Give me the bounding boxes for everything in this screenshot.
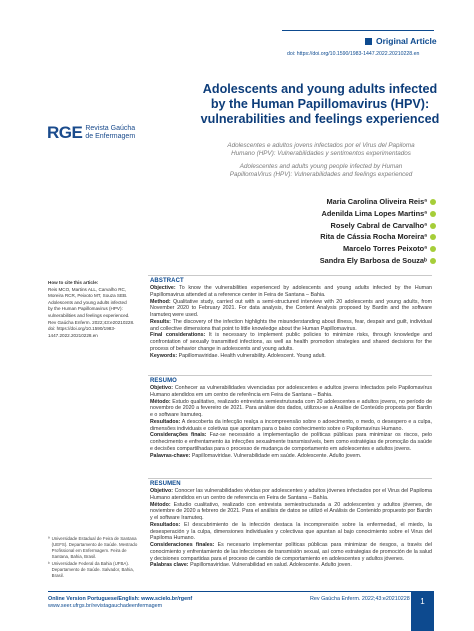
footer-online-version[interactable]: Online Version Portuguese/English: www.scielo.br/rgenf (48, 596, 193, 602)
affiliation (48, 561, 140, 579)
how-to-cite-body: Reis MCO, Martins ALL, Carvalho RC, Moreira RCR, Peixoto MT, Souza SEB. Adolescents and young adults infected by the Human Papillomavirus (HPV): vulnerabilities and feelings experienced. Rev Gaúcha Enferm. 2022;43:e20210228. doi: https://doi.org/10.1590/1983- 1447.2022.20210228.en (48, 286, 135, 338)
subtitle-es (206, 163, 436, 179)
journal-logo-mark: RGE (47, 123, 83, 142)
author-name: Rita de Cássia Rocha Moreiraª (320, 232, 427, 242)
abstract-rule (148, 275, 432, 276)
author-item (320, 208, 436, 220)
author-name: Adenilda Lima Lopes Martinsª (321, 208, 427, 218)
journal-logo-text (85, 125, 135, 141)
abstract-method: Method: Qualitative study, carried out with a semi-structured interview with 20 adolescents and young adults, from November 2020 to February 2021. For data analysis, the Content Analysis proposed by Bardin and the software Iramuteq were used. (150, 298, 432, 318)
resumen-method: Método: Estudio cualitativo, realizado con entrevista semiestructurada a 20 adolescentes y adultos jóvenes, de noviembre de 2020 a febrero de 2021. Para el análisis de datos se utilizó el Análisis de Contenido propuesto por Bardin y el software Iramuteq. (150, 501, 432, 521)
resumen-keywords: Palabras clave: Papillomaviridae. Vulnerabilidad en salud. Adolescente. Adulto joven. (150, 562, 352, 569)
abstract-heading: ABSTRACT (150, 278, 184, 284)
footer-links (48, 596, 192, 610)
article-type-label: Original Article (376, 36, 437, 46)
affiliation (48, 536, 140, 560)
resumen-final: Consideraciones finales: Es necesario implementar políticas públicas para minimizar de riesgos, a través del conocimiento y enfrentamiento de las infecciones de transmisión sexual, así como estrategias de promoción de la salud y decisiones compartidas para el proceso de cambio de comportamiento en adolescentes y adultos jóvenes. (150, 542, 433, 562)
resumo-final: Considerações finais: Faz-se necessário a implementação de políticas públicas para minimizar os riscos, pelo conhecimento e enfrentamento às infecções sexualmente transmissíveis, bem como estratégias de promoção da saúde e decisões compartilhadas para o processo de mudança de comportamento em adolescentes e adultos jovens. (150, 432, 432, 452)
resumo-keywords: Palavras-chave: Papillomaviridae. Vulnerabilidade em saúde. Adolescente. Adulto jovem. (150, 452, 362, 459)
footer-seer-link[interactable]: www.seer.ufrgs.br/revistagauchadeenfermagem (48, 603, 163, 609)
journal-logo-line1: Revista Gaúcha (85, 125, 136, 132)
abstract-body (150, 285, 432, 359)
orcid-icon[interactable] (430, 258, 436, 264)
author-name: Marcelo Torres Peixotoª (343, 244, 427, 254)
footer-journal-citation: Rev Gaúcha Enferm. 2022;43:e20210228 (310, 596, 410, 602)
subtitle-line: Humano (HPV): Vulnerabilidades y sentimentos experimentados (231, 150, 411, 157)
how-to-cite-heading: How to cite this article: (48, 280, 99, 285)
author-item (320, 220, 436, 232)
page-number: 1 (411, 591, 434, 631)
doi-link[interactable]: doi: https://doi.org/10.1590/1983-1447.2022.20210228.en (287, 51, 420, 57)
subtitle-line: Adolescentes and adults young people infected by Human (239, 163, 403, 170)
resumo-results: Resultados: A descoberta da infecção realça a incompreensão sobre o adoecimento, o medo, o desespero e a culpa, dimensões individuais e coletivas que apontam para o baixo conhecimento sobre o Papilomavírus Humano. (150, 418, 432, 432)
resumen-body (150, 488, 432, 569)
orcid-icon[interactable] (430, 246, 436, 252)
how-to-cite (48, 280, 136, 339)
affiliation-mark: ᵇ (48, 561, 50, 566)
orcid-icon[interactable] (430, 223, 436, 229)
author-item (320, 255, 436, 267)
resumo-rule (148, 375, 432, 376)
abstract-keywords: Keywords: Papillomaviridae. Health vulnerability. Adolescent. Young adult. (150, 352, 326, 359)
resumo-heading: RESUMO (150, 378, 177, 384)
header-rule (282, 30, 434, 31)
subtitle-line: Adolescentes e adultos jovens infectados por el Virus del Papiloma (227, 142, 415, 149)
author-item (320, 243, 436, 255)
subtitle-pt (206, 142, 436, 158)
resumo-body (150, 385, 432, 459)
author-item (320, 196, 436, 208)
resumen-heading: RESUMEN (150, 481, 181, 487)
article-title (200, 82, 440, 127)
resumen-rule (148, 478, 432, 479)
affiliation-text: Universidade Estadual de Feira de Santana (UEFS). Departamento de Saúde. Mestrado Profissional em Enfermagem. Feira de Santana, Bahia, Brasil. (51, 536, 138, 560)
orcid-icon[interactable] (430, 211, 436, 217)
resumen-objective: Objetivo: Conocer las vulnerabilidades vividas por adolescentes y adultos jóvenes infectados por el Virus del Papiloma Humano atendidos en un centro de referencia en Feira de Santana – Bahía. (150, 488, 432, 501)
footer-rule (48, 591, 431, 592)
title-line: by the Human Papillomavirus (HPV): (210, 97, 430, 111)
author-name: Rosely Cabral de Carvalhoª (330, 220, 427, 230)
author-list (320, 196, 436, 267)
article-type (365, 36, 437, 46)
orcid-icon[interactable] (430, 234, 436, 240)
article-type-square-icon (365, 38, 372, 45)
orcid-icon[interactable] (430, 199, 436, 205)
author-item (320, 231, 436, 243)
journal-logo (47, 123, 135, 143)
affiliation-mark: ª (48, 536, 50, 541)
author-name: Maria Carolina Oliveira Reisª (326, 197, 427, 206)
resumo-method: Método: Estudo qualitativo, realizado entrevista semiestruturada com 20 adolescentes e adultos jovens, no período de novembro de 2020 a fevereiro de 2021. Para análise dos dados, utilizou-se a Análise de Conteúdo proposta por Bardin e o software Iramuteq. (150, 398, 432, 418)
author-name: Sandra Ely Barbosa de Souzaᵇ (319, 255, 427, 265)
abstract-results: Results: The discovery of the infection highlights the misunderstanding about illness, fear, despair and guilt, individual and collective dimensions that point to little knowledge about the Human Papillomavirus. (150, 318, 432, 332)
resumen-results: Resultados: El descubrimiento de la infección destaca la incomprensión sobre la enfermedad, el miedo, la desesperación y la culpa, dimensiones individuales y colectivas que apuntan al bajo conocimiento sobre el Virus del Papiloma Humano. (150, 521, 432, 542)
affiliation-text: Universidade Federal da Bahia (UFBA). Departamento de Saúde. Salvador, Bahia, Brasil. (51, 561, 134, 579)
abstract-objective: Objective: To know the vulnerabilities experienced by adolescents and young adults infected by the Human Papillomavirus attended at a reference center in Feira de Santana – Bahia. (150, 285, 432, 298)
title-line: vulnerabilities and feelings experienced (200, 112, 440, 126)
journal-logo-line2: de Enfermagem (85, 133, 136, 140)
resumo-objective: Objetivo: Conhecer as vulnerabilidades vivenciadas por adolescentes e adultos jovens infectados pelo Papilomavírus Humano atendidos em um centro de referência em Feira de Santana – Bahia. (150, 385, 432, 398)
abstract-final: Final considerations: It is necessary to implement public policies to minimize risks, through knowledge and confrontation of sexually transmitted infections, as well as health promotion strategies and shared decisions for the process of behavior change in adolescents and young adults. (150, 332, 432, 352)
subtitle-line: PapillomaVirus (HPV): Vulnerabilidades and feelings experienced (229, 171, 413, 178)
title-line: Adolescents and young adults infected (202, 82, 438, 96)
